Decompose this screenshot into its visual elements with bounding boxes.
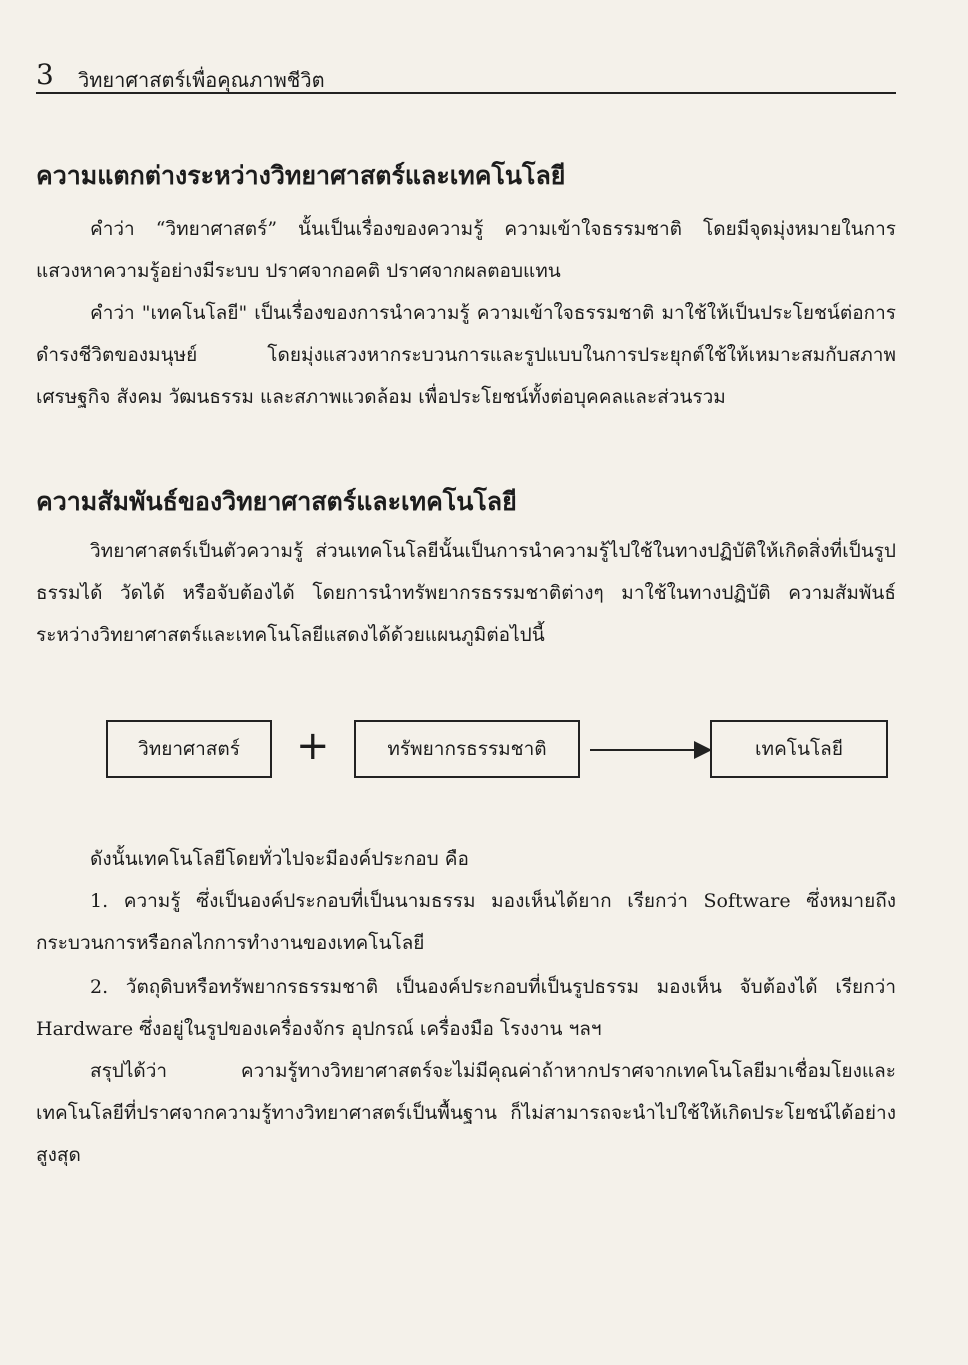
section-heading-difference: ความแตกต่างระหว่างวิทยาศาสตร์และเทคโนโลยี: [36, 161, 566, 190]
diagram-box-technology-label: เทคโนโลยี: [755, 738, 843, 760]
diagram-box-resources: [354, 720, 580, 778]
paragraph-science-definition: คำว่า “วิทยาศาสตร์” นั้นเป็นเรื่องของความรู้ ความเข้าใจธรรมชาติ โดยมีจุดมุ่งหมายในการแสวงหาความรู้อย่างมีระบบ ปราศจากอคติ ปราศจากผลตอบแทน: [36, 218, 896, 282]
right-arrow-icon: [590, 735, 712, 765]
page-number: 3: [36, 58, 54, 91]
paragraph-technology-definition: คำว่า "เทคโนโลยี" เป็นเรื่องของการนำความรู้ ความเข้าใจธรรมชาติ มาใช้ให้เป็นประโยชน์ต่อการดำรงชีวิตของมนุษย์ โดยมุ่งแสวงหากระบวนการและรูปแบบในการประยุกต์ใช้ให้เหมาะสมกับสภาพเศรษฐกิจ สังคม วัฒนธรรม และสภาพแวดล้อม เพื่อประโยชน์ทั้งต่อบุคคลและส่วนรวม: [36, 302, 896, 408]
diagram-box-technology: [710, 720, 888, 778]
list-item-software: 1. ความรู้ ซึ่งเป็นองค์ประกอบที่เป็นนามธรรม มองเห็นได้ยาก เรียกว่า Software ซึ่งหมายถึงกระบวนการหรือกลไกการทำงานของเทคโนโลยี: [36, 890, 896, 954]
diagram-box-science: [106, 720, 272, 778]
list-item-hardware: 2. วัตถุดิบหรือทรัพยากรธรรมชาติ เป็นองค์ประกอบที่เป็นรูปธรรม มองเห็น จับต้องได้ เรียกว่า Hardware ซึ่งอยู่ในรูปของเครื่องจักร อุปกรณ์ เครื่องมือ โรงงาน ฯลฯ: [36, 976, 896, 1040]
paragraph-summary: สรุปได้ว่า ความรู้ทางวิทยาศาสตร์จะไม่มีคุณค่าถ้าหากปราศจากเทคโนโลยีมาเชื่อมโยงและเทคโนโลยีที่ปราศจากความรู้ทางวิทยาศาสตร์เป็นพื้นฐาน ก็ไม่สามารถจะนำไปใช้ให้เกิดประโยชน์ได้อย่างสูงสุด: [36, 1060, 896, 1166]
section-heading-relationship: ความสัมพันธ์ของวิทยาศาสตร์และเทคโนโลยี: [36, 487, 517, 516]
page-header: [36, 56, 896, 94]
components-list: [36, 880, 896, 1050]
running-title: วิทยาศาสตร์เพื่อคุณภาพชีวิต: [78, 68, 325, 92]
paragraph-relationship: วิทยาศาสตร์เป็นตัวความรู้ ส่วนเทคโนโลยีนั้นเป็นการนำความรู้ไปใช้ในทางปฏิบัติให้เกิดสิ่งที่เป็นรูปธรรมได้ วัดได้ หรือจับต้องได้ โดยการนำทรัพยากรธรรมชาติต่างๆ มาใช้ในทางปฏิบัติ ความสัมพันธ์ระหว่างวิทยาศาสตร์และเทคโนโลยีแสดงได้ด้วยแผนภูมิต่อไปนี้: [36, 540, 896, 646]
diagram-box-science-label: วิทยาศาสตร์: [138, 738, 240, 760]
plus-sign: +: [296, 723, 330, 769]
components-intro: ดังนั้นเทคโนโลยีโดยทั่วไปจะมีองค์ประกอบ คือ: [90, 848, 469, 870]
diagram-box-resources-label: ทรัพยากรธรรมชาติ: [387, 738, 547, 760]
relationship-diagram: [106, 720, 890, 784]
